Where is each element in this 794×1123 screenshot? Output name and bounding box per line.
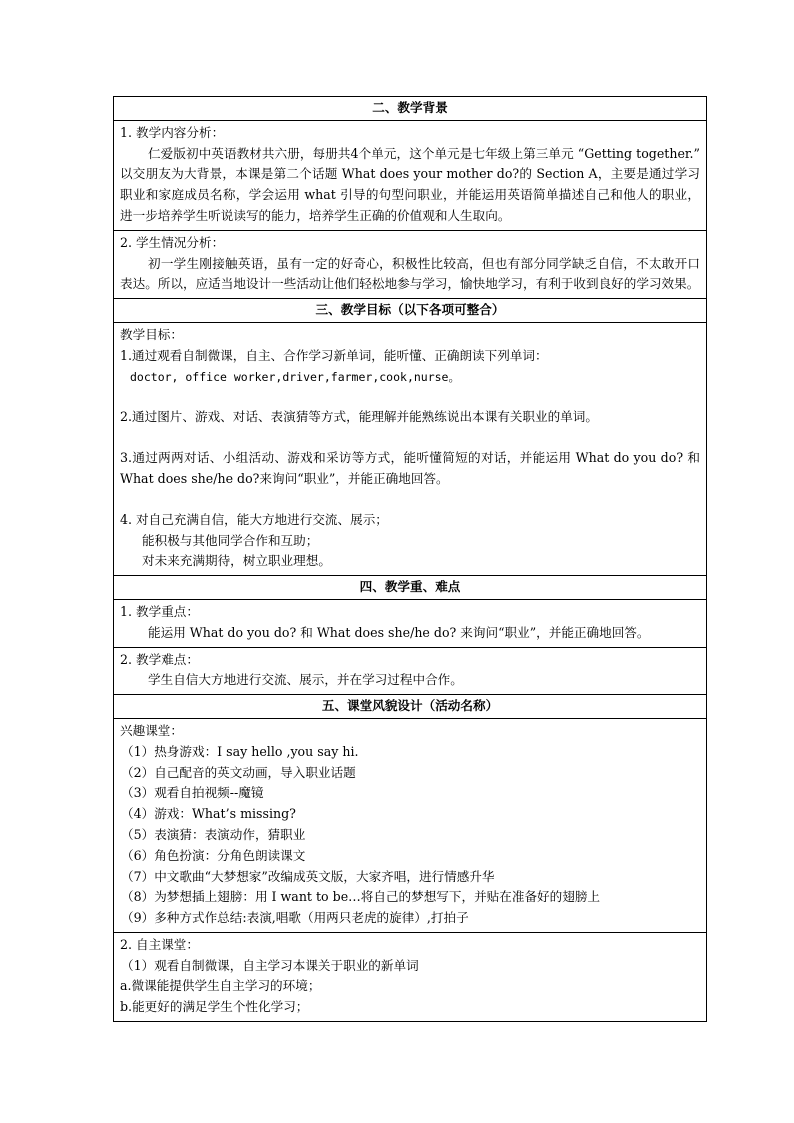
objectives-label: 教学目标： — [120, 326, 183, 342]
content-analysis-title: 1. 教学内容分析： — [120, 124, 225, 140]
table-row — [114, 576, 707, 600]
table-row — [114, 647, 707, 695]
objective-item-1-words: doctor, office worker,driver,farmer,cook,nurse。 — [130, 369, 460, 384]
list-item: （7）中文歌曲“大梦想家”改编成英文版，大家齐唱，进行情感升华 — [121, 868, 495, 884]
lesson-plan-document — [113, 96, 707, 1022]
focus-cell — [114, 599, 707, 647]
difficulty-text: 学生自信大方地进行交流、展示，并在学习过程中合作。 — [148, 672, 463, 688]
focus-title: 1. 教学重点： — [120, 603, 199, 619]
objective-item-4-line-1: 4. 对自己充满自信，能大方地进行交流、展示； — [120, 511, 388, 527]
table-row — [114, 322, 707, 575]
list-item: （8）为梦想插上翅膀：用 I want to be…将自己的梦想写下，并贴在准备好的翅膀上 — [121, 889, 601, 905]
table-row — [114, 299, 707, 323]
table-row — [114, 932, 707, 1021]
content-analysis-text: 仁爱版初中英语教材共六册，每册共4个单元，这个单元是七年级上第三单元 “Getting together.” 以交朋友为大背景，本课是第二个话题 What does your mother do?的 Section A，主要是通过学习职业和家庭成员名称，学会运用 what 引导的句型问职业，并能运用英语简单描述自己和他人的职业，进一步培养学生听说读写的能力，培养学生正确的价值观和人生取向。 — [120, 145, 700, 223]
lesson-plan-table — [113, 96, 707, 1022]
interest-cell — [114, 718, 707, 932]
list-item: （1）热身游戏：I say hello ,you say hi. — [121, 743, 359, 759]
list-item: （1）观看自制微课，自主学习本课关于职业的新单词 — [121, 957, 419, 973]
difficulty-title: 2. 教学难点： — [120, 651, 199, 667]
objectives-cell — [114, 322, 707, 575]
table-row — [114, 120, 707, 230]
student-analysis-cell — [114, 230, 707, 298]
difficulty-cell — [114, 647, 707, 695]
section-heading-design: 五、课堂风貌设计（活动名称） — [114, 695, 707, 719]
list-item: （2）自己配音的英文动画，导入职业话题 — [121, 764, 356, 780]
student-analysis-text: 初一学生刚接触英语，虽有一定的好奇心，积极性比较高，但也有部分同学缺乏自信，不太敢开口表达。所以，应适当地设计一些活动让他们轻松地参与学习，愉快地学习，有利于收到良好的学习效果。 — [120, 255, 700, 292]
spacer — [120, 387, 700, 407]
objective-item-2: 2.通过图片、游戏、对话、表演猜等方式，能理解并能熟练说出本课有关职业的单词。 — [120, 409, 598, 425]
student-analysis-title: 2. 学生情况分析： — [120, 234, 225, 250]
self-study-title: 2. 自主课堂： — [120, 936, 199, 952]
spacer — [120, 490, 700, 510]
content-analysis-cell — [114, 120, 707, 230]
list-item: （6）角色扮演：分角色朗读课文 — [121, 847, 306, 863]
self-study-cell — [114, 932, 707, 1021]
list-item: （3）观看自拍视频--魔镜 — [121, 785, 264, 801]
table-row — [114, 599, 707, 647]
section-heading-objectives: 三、教学目标（以下各项可整合） — [114, 299, 707, 323]
table-row — [114, 718, 707, 932]
objective-item-4-line-2: 能积极与其他同学合作和互助； — [142, 532, 319, 548]
objective-item-3: 3.通过两两对话、小组活动、游戏和采访等方式，能听懂简短的对话，并能运用 What do you do? 和 What does she/he do?来询问“职业”，并能正确地回答。 — [120, 450, 700, 486]
spacer — [120, 428, 700, 448]
section-heading-keypoints: 四、教学重、难点 — [114, 576, 707, 600]
list-item: （4）游戏：What’s missing? — [121, 806, 296, 822]
list-item: b.能更好的满足学生个性化学习； — [120, 999, 309, 1015]
interest-title: 兴趣课堂： — [120, 722, 183, 738]
list-item: （9）多种方式作总结:表演,唱歌（用两只老虎的旋律）,打拍子 — [121, 910, 469, 926]
list-item: （5）表演猜：表演动作，猜职业 — [121, 826, 306, 842]
objective-item-1: 1.通过观看自制微课，自主、合作学习新单词，能听懂、正确朗读下列单词： — [120, 347, 548, 363]
focus-text: 能运用 What do you do? 和 What does she/he do? 来询问“职业”，并能正确地回答。 — [148, 624, 650, 640]
table-row — [114, 97, 707, 121]
table-row — [114, 230, 707, 298]
table-row — [114, 695, 707, 719]
section-heading-background: 二、教学背景 — [114, 97, 707, 121]
list-item: a.微课能提供学生自主学习的环境； — [120, 978, 321, 994]
objective-item-4-line-3: 对未来充满期待，树立职业理想。 — [142, 553, 331, 569]
